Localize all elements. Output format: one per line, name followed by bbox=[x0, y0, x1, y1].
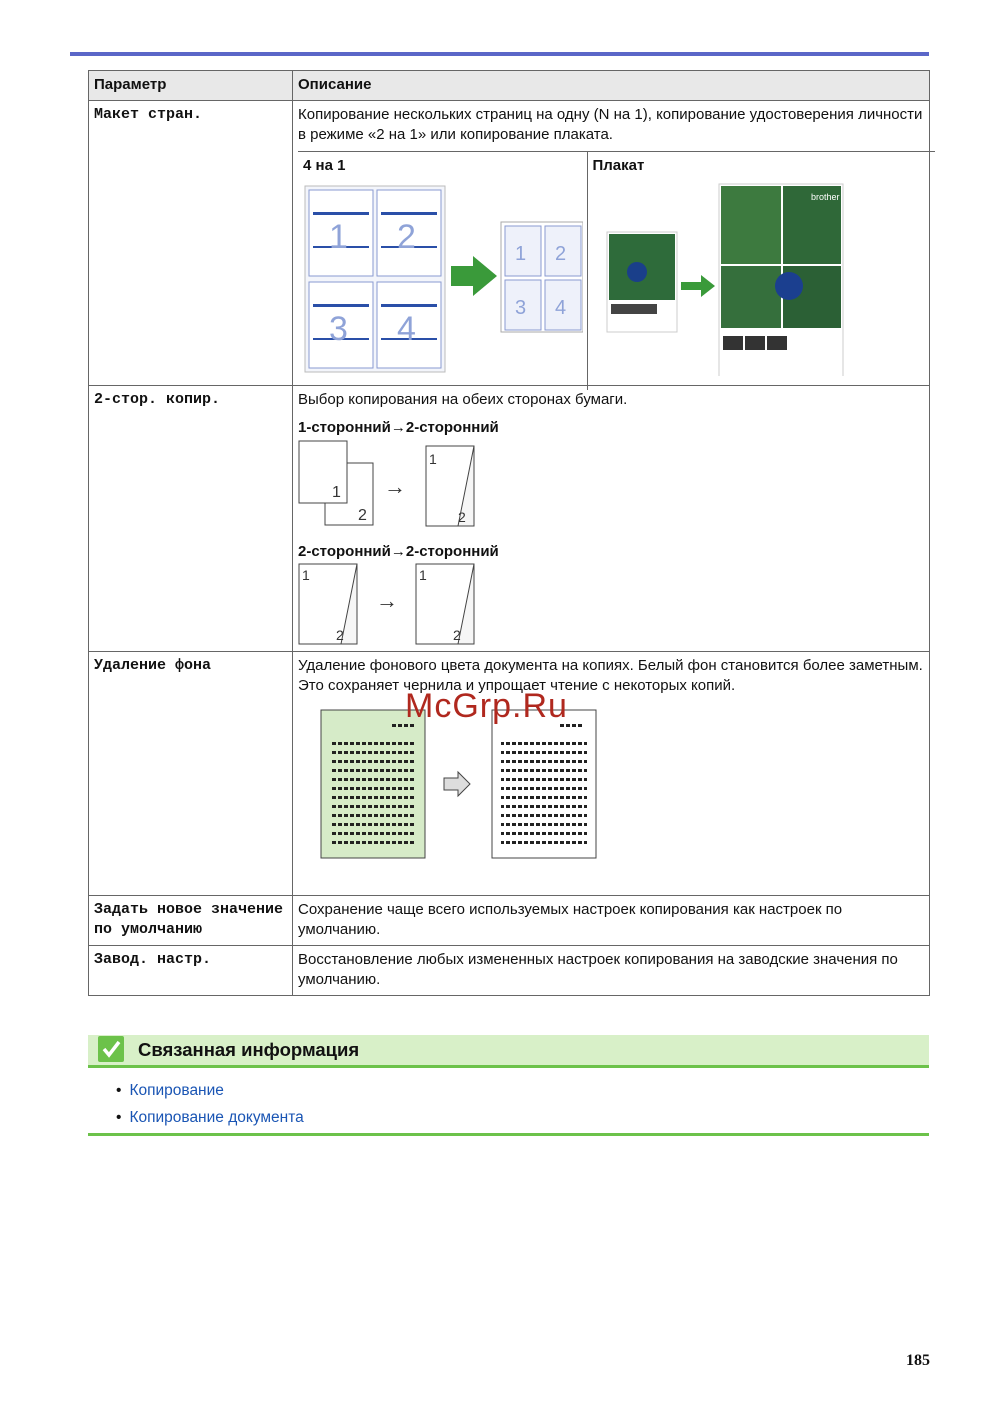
param-set-new-default: Задать новое значение по умолчанию bbox=[89, 896, 293, 946]
arrow-icon bbox=[451, 256, 497, 296]
side-num: 2 bbox=[358, 507, 367, 524]
poster-illustration bbox=[593, 176, 933, 376]
side-num: 1 bbox=[332, 484, 341, 501]
table-header-row bbox=[89, 71, 930, 101]
bullet: • bbox=[116, 1082, 122, 1099]
param-page-layout: Макет стран. bbox=[89, 101, 293, 386]
side-num: 2 bbox=[458, 509, 466, 525]
param-remove-background: Удаление фона bbox=[89, 652, 293, 896]
layout-examples bbox=[298, 151, 935, 390]
label-2-to-2-sided: 2-сторонний→2-сторонний bbox=[298, 543, 499, 560]
header-parameter: Параметр bbox=[89, 71, 293, 101]
page-num-4: 4 bbox=[397, 310, 416, 348]
page-num-2: 2 bbox=[397, 218, 416, 256]
settings-table bbox=[88, 70, 930, 996]
mini-num-1: 1 bbox=[515, 243, 527, 265]
mini-num-3: 3 bbox=[515, 297, 527, 319]
link-copying[interactable]: Копирование bbox=[129, 1082, 224, 1099]
list-item[interactable] bbox=[116, 1077, 304, 1104]
table-row bbox=[89, 101, 930, 386]
one-to-two-sided-illustration bbox=[298, 438, 498, 530]
related-links bbox=[116, 1077, 304, 1131]
side-num: 2 bbox=[336, 627, 344, 643]
side-num: 1 bbox=[429, 451, 437, 467]
page-num-3: 3 bbox=[329, 310, 348, 348]
label-1-to-2-sided: 1-сторонний→2-сторонний bbox=[298, 419, 499, 436]
link-copy-document[interactable]: Копирование документа bbox=[129, 1109, 304, 1126]
desc-page-layout: Копирование нескольких страниц на одну (N на 1), копирование удостоверения личности в режиме «2 на 1» или копирование плаката. bbox=[298, 106, 923, 143]
four-in-one-illustration bbox=[303, 176, 583, 376]
side-num: 1 bbox=[419, 567, 427, 583]
example-4in1-label: 4 на 1 bbox=[303, 157, 346, 174]
page-number: 185 bbox=[906, 1352, 930, 1369]
related-info-bar bbox=[88, 1035, 929, 1068]
checkmark-icon bbox=[98, 1036, 124, 1062]
mini-num-2: 2 bbox=[555, 243, 567, 265]
bottom-divider bbox=[88, 1133, 929, 1136]
table-row bbox=[89, 946, 930, 996]
list-item[interactable] bbox=[116, 1104, 304, 1131]
top-divider bbox=[70, 52, 929, 56]
related-info-title: Связанная информация bbox=[138, 1039, 360, 1060]
header-description: Описание bbox=[293, 71, 930, 101]
desc-remove-background: Удаление фонового цвета документа на копиях. Белый фон становится более заметным. Это сохраняет чернила и упрощает чтение с некоторых копий. bbox=[298, 657, 923, 694]
side-num: 1 bbox=[302, 567, 310, 583]
desc-factory-reset: Восстановление любых измененных настроек копирования на заводские значения по умолчанию. bbox=[298, 951, 898, 988]
side-num: 2 bbox=[453, 627, 461, 643]
param-factory-reset: Завод. настр. bbox=[89, 946, 293, 996]
arrow-right-icon: → bbox=[384, 474, 406, 499]
desc-2-sided: Выбор копирования на обеих сторонах бумаги. bbox=[298, 391, 628, 408]
arrow-right-icon: → bbox=[376, 588, 398, 613]
poster-logo: brother bbox=[810, 192, 840, 202]
table-row bbox=[89, 386, 930, 652]
two-to-two-sided-illustration bbox=[298, 562, 498, 646]
example-poster-label: Плакат bbox=[592, 157, 645, 174]
desc-set-new-default: Сохранение чаще всего используемых настроек копирования как настроек по умолчанию. bbox=[298, 901, 843, 938]
page-num-1: 1 bbox=[329, 218, 348, 256]
arrow-icon bbox=[444, 772, 470, 796]
param-2-sided: 2-стор. копир. bbox=[89, 386, 293, 652]
background-removal-illustration bbox=[320, 706, 640, 874]
mini-num-4: 4 bbox=[555, 297, 567, 319]
watermark: McGrp.Ru bbox=[405, 687, 568, 725]
table-row bbox=[89, 896, 930, 946]
bullet: • bbox=[116, 1109, 122, 1126]
poster-arrow-icon bbox=[681, 275, 715, 297]
